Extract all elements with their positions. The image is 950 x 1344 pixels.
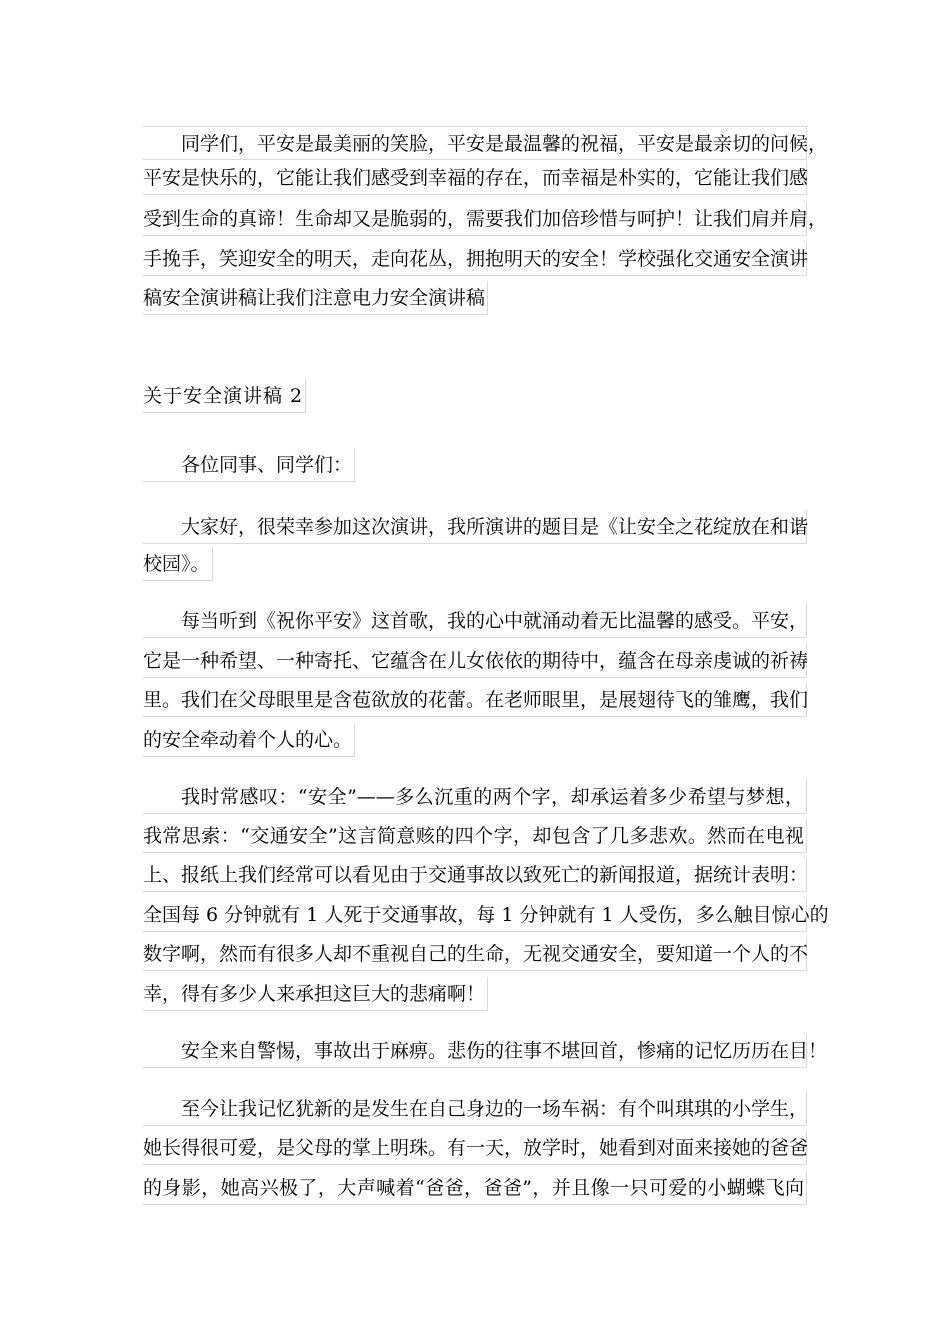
paragraph-line: 同学们，平安是最美丽的笑脸，平安是最温馨的祝福，平安是最亲切的问候， xyxy=(143,126,807,160)
greeting-line: 各位同事、同学们： xyxy=(143,448,355,482)
paragraph-line: 我常思索：“交通安全”这言简意赅的四个字，却包含了几多悲欢。然而在电视 xyxy=(143,819,807,853)
paragraph-line: 幸，得有多少人来承担这巨大的悲痛啊！ xyxy=(143,977,488,1011)
paragraph-line: 受到生命的真谛！生命却又是脆弱的，需要我们加倍珍惜与呵护！让我们肩并肩， xyxy=(143,202,807,236)
paragraph-line: 全国每 6 分钟就有 1 人死于交通事故，每 1 分钟就有 1 人受伤，多么触目惊心的 xyxy=(143,898,807,932)
paragraph-line: 稿安全演讲稿让我们注意电力安全演讲稿 xyxy=(143,281,488,315)
paragraph-line: 的身影，她高兴极了，大声喊着“爸爸，爸爸”，并且像一只可爱的小蝴蝶飞向 xyxy=(143,1171,807,1205)
paragraph-line: 安全来自警惕，事故出于麻痹。悲伤的往事不堪回首，惨痛的记忆历历在目！ xyxy=(143,1034,807,1068)
paragraph-line: 里。我们在父母眼里是含苞欲放的花蕾。在老师眼里，是展翅待飞的雏鹰，我们 xyxy=(143,683,807,717)
paragraph-line: 数字啊，然而有很多人却不重视自己的生命，无视交通安全，要知道一个人的不 xyxy=(143,937,807,971)
paragraph-line: 它是一种希望、一种寄托、它蕴含在儿女依依的期待中，蕴含在母亲虔诚的祈祷 xyxy=(143,644,807,678)
paragraph-line: 平安是快乐的，它能让我们感受到幸福的存在，而幸福是朴实的，它能让我们感 xyxy=(143,161,807,195)
paragraph-line: 上、报纸上我们经常可以看见由于交通事故以致死亡的新闻报道，据统计表明： xyxy=(143,858,807,892)
paragraph-line: 大家好，很荣幸参加这次演讲，我所演讲的题目是《让安全之花绽放在和谐 xyxy=(143,510,807,544)
paragraph-line: 手挽手，笑迎安全的明天，走向花丛，拥抱明天的安全！学校强化交通安全演讲 xyxy=(143,242,807,276)
paragraph-line: 她长得很可爱，是父母的掌上明珠。有一天，放学时，她看到对面来接她的爸爸 xyxy=(143,1131,807,1165)
paragraph-line: 校园》。 xyxy=(143,547,213,581)
paragraph-line: 我时常感叹：“安全”——多么沉重的两个字，却承运着多少希望与梦想， xyxy=(143,780,807,814)
paragraph-line: 每当听到《祝你平安》这首歌，我的心中就涌动着无比温馨的感受。平安， xyxy=(143,604,807,638)
section-heading: 关于安全演讲稿 2 xyxy=(143,379,306,413)
paragraph-line: 的安全牵动着个人的心。 xyxy=(143,723,355,757)
paragraph-line: 至今让我记忆犹新的是发生在自己身边的一场车祸：有个叫琪琪的小学生， xyxy=(143,1092,807,1126)
